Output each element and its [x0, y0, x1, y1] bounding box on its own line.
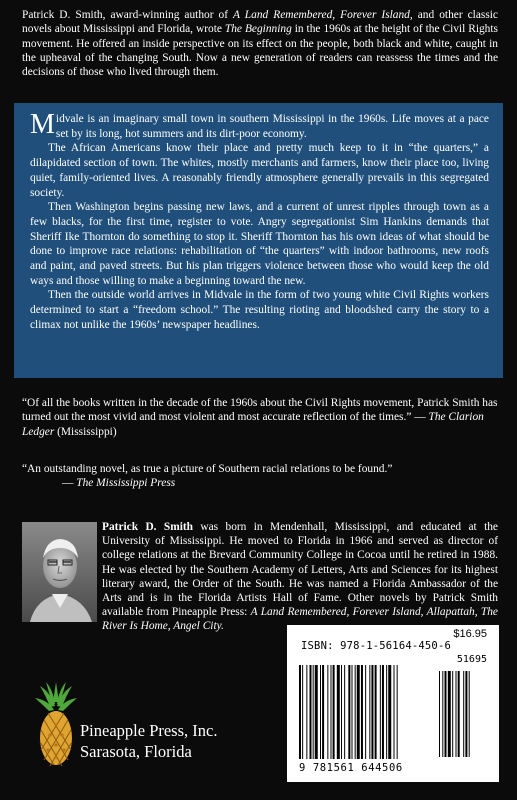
barcode-bar [341, 665, 342, 759]
synopsis-paragraph-2: The African Americans know their place and pretty much keep to it in “the quarters,” a dilapidated section of town. The whites, mostly merchants and farmers, know their place too, living quiet, family-oriented lives. A reasonably friendly atmosphere generally prevails in this segregated society. [30, 142, 489, 199]
drop-cap: M [30, 109, 55, 140]
barcode-bar [299, 665, 301, 759]
synopsis-paragraph-4: Then the outside world arrives in Midvale in the form of two young white Civil Rights workers determined to start a “freedom school.” The resulting rioting and bloodshed carry the story to a climax not unlike the 1960s’ newspaper headlines. [30, 289, 489, 331]
barcode-bar [352, 665, 353, 759]
barcode-bar [315, 665, 318, 759]
review-quote-2: “An outstanding novel, as true a picture of Southern racial relations to be found.” — The Mississippi Press [22, 462, 498, 491]
author-bio: Patrick D. Smith was born in Mendenhall, Mississippi, and educated at the University of Mississippi. He moved to Florida in 1966 and served as director of college relations at the Brevard Community College in Cocoa until he retired in 1988. He was elected by the Southern Academy of Letters, Arts and Sciences for its highest literary award, the Order of the South. He was named a Florida Ambassador of the Arts and is in the Florida Artists Hall of Fame. Other novels by Patrick Smith available from Pineapple Press: A Land Remembered, Forever Island, Allapattah, The River Is Home, Angel City. [102, 521, 498, 633]
barcode-bar [365, 665, 366, 759]
barcode-bar [394, 665, 395, 759]
review-quote-1: “Of all the books written in the decade of the 1960s about the Civil Rights movement, Patrick Smith has turned out the most vivid and most violent and most accurate reflection of the times.” — The Clarion Ledger (Mississippi) [22, 397, 498, 438]
barcode-bar [331, 665, 332, 759]
intro-paragraph: Patrick D. Smith, award-winning author of A Land Remembered, Forever Island, and other classic novels about Mississippi and Florida, wrote The Beginning in the 1960s at the height of the Civil Rights movement. He offered an inside perspective on its effect on the people, both black and white, caught in the upheaval of the changing South. Now a new generation of readers can reassess the times and the decisions of those who lived through them. [22, 9, 498, 79]
isbn-number: ISBN: 978-1-56164-450-6 [301, 640, 451, 652]
barcode-label [287, 625, 499, 782]
barcode-addon-bar [452, 671, 453, 757]
barcode-addon-bar [439, 671, 440, 757]
barcode-addon-bar [445, 671, 447, 757]
barcode-bar [337, 665, 340, 759]
barcode-bar [322, 665, 324, 759]
barcode-bar [327, 665, 328, 759]
synopsis-paragraph-1: Midvale is an imaginary small town in southern Mississippi in the 1960s. Life moves at a pace set by its long, hot summers and its dirt-poor economy. [30, 109, 489, 140]
ean-digits: 9 781561 644506 [299, 762, 403, 774]
synopsis-paragraph-3: Then Washington begins passing new laws, and a current of unrest ripples through town as a few blacks, for the first time, register to vote. Angry segregationist Sim Hankins demands that Sheriff Ike Thornton do something to stop it. Sheriff Thornton has his own ideas of what should be done to improve race relations: rehabilitation of “the quarters” with indoor bathrooms, new roofs and paint, and paved streets. But his plan triggers violence between those who would keep the old ways and those willing to make a beginning toward the new. [30, 201, 489, 287]
publisher-name: Pineapple Press, Inc. [80, 721, 218, 740]
barcode-bar [344, 665, 345, 759]
author-name: Patrick D. Smith [102, 521, 194, 533]
barcode-bar [320, 665, 321, 759]
review-source: — The Mississippi Press [62, 477, 176, 490]
pineapple-icon [34, 680, 78, 780]
barcode-bar [357, 665, 360, 759]
barcode-addon-bar [442, 671, 443, 757]
price: $16.95 [453, 628, 487, 640]
barcode-bar [302, 665, 303, 759]
synopsis-panel [14, 103, 503, 378]
barcode-addon-bar [458, 671, 460, 757]
barcode-bar [380, 665, 381, 759]
barcode-bar [388, 665, 391, 759]
barcode-bar [361, 665, 363, 759]
price-addon-code: 51695 [456, 654, 487, 665]
publisher-logo [34, 680, 254, 780]
barcode-bar [348, 665, 350, 759]
barcode-bar [333, 665, 335, 759]
barcode-bar [375, 665, 377, 759]
barcode-bar [310, 665, 312, 759]
barcode-bar [382, 665, 384, 759]
barcode-bar [397, 665, 398, 759]
barcode-bar [355, 665, 356, 759]
barcode-bar [369, 665, 370, 759]
barcode-bar [306, 665, 307, 759]
barcode-bar [313, 665, 314, 759]
barcode-bar [371, 665, 373, 759]
barcode [297, 665, 489, 761]
barcode-addon-bar [463, 671, 464, 757]
review-source: The Clarion Ledger [22, 411, 484, 438]
barcode-addon-bar [456, 671, 457, 757]
barcode-addon-bar [465, 671, 467, 757]
barcode-addon-bar [469, 671, 470, 757]
barcode-addon-bar [448, 671, 451, 757]
publisher-city: Sarasota, Florida [80, 742, 192, 761]
barcode-bar [386, 665, 387, 759]
